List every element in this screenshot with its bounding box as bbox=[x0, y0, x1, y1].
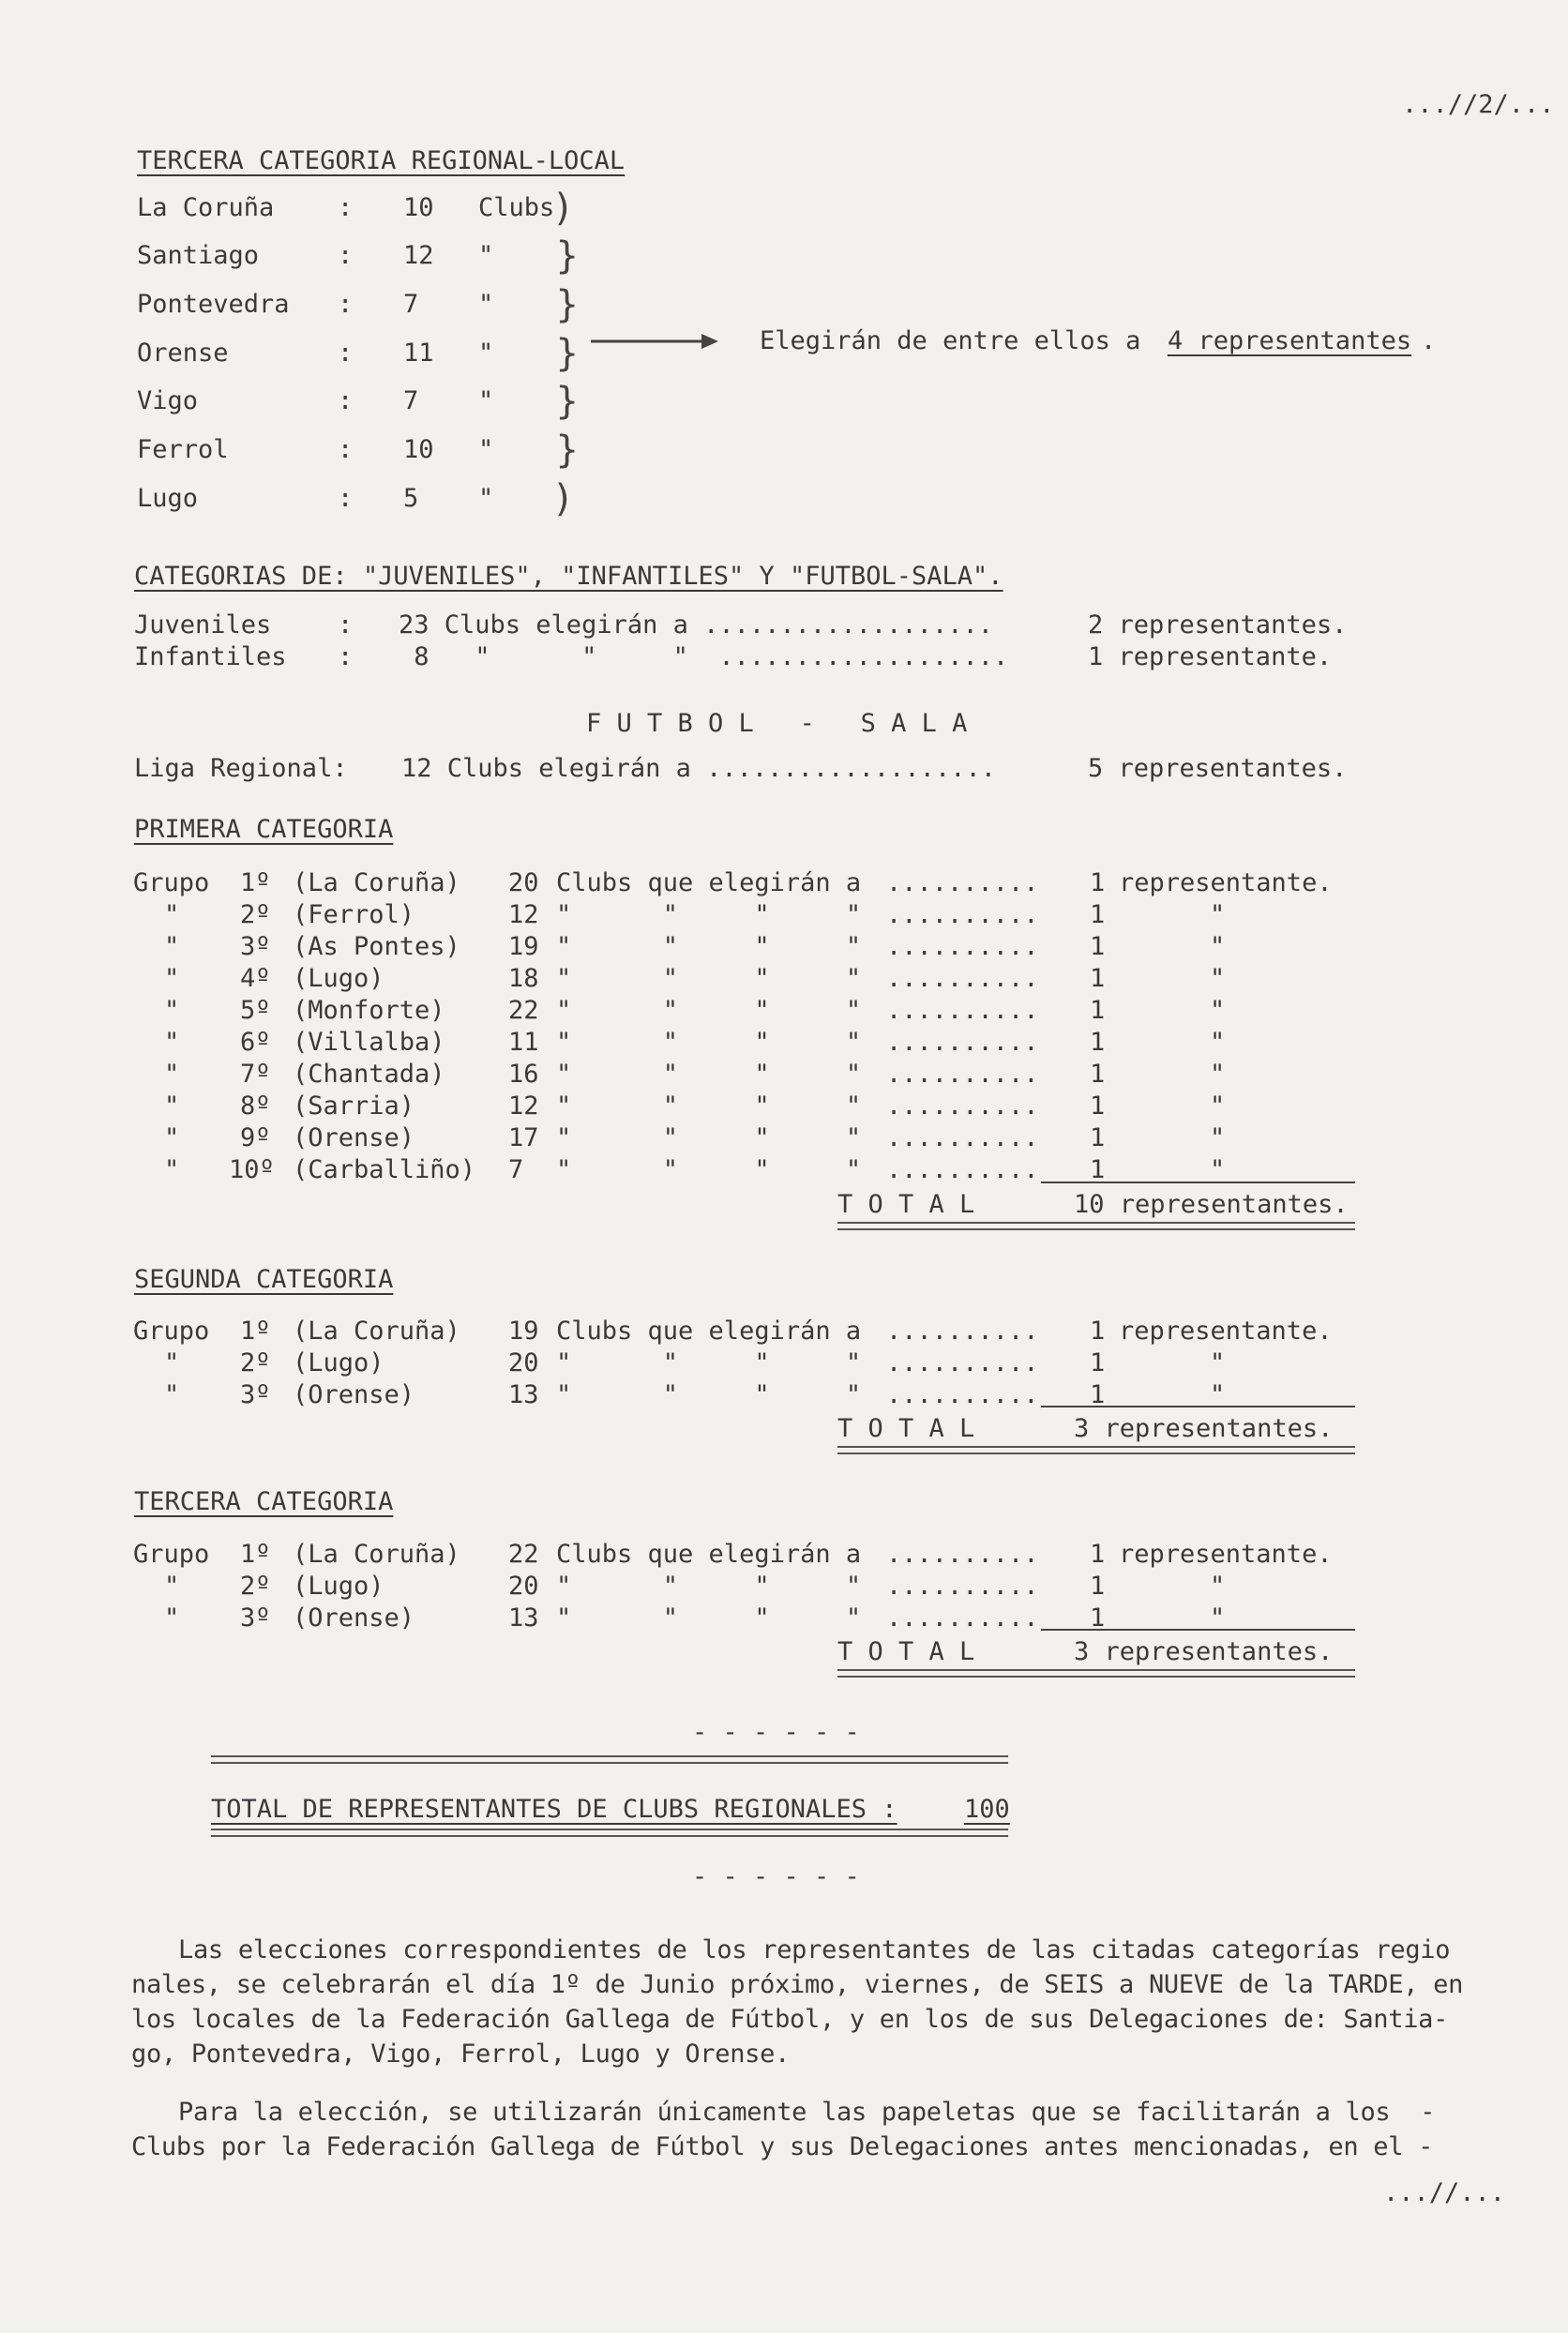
group-number: 1º bbox=[240, 868, 271, 897]
representative-count: 1 bbox=[1090, 932, 1106, 961]
futbol-sala-title: F U T B O L - S A L A bbox=[586, 709, 968, 738]
clubs-text: " " " " bbox=[556, 996, 862, 1025]
city-name: Lugo bbox=[137, 484, 199, 513]
group-number: 3º bbox=[240, 932, 271, 961]
clubs-text: " " " " bbox=[556, 1028, 862, 1057]
grand-total-value: 100 bbox=[964, 1795, 1010, 1824]
group-label: " bbox=[164, 1123, 180, 1152]
group-place: (Lugo) bbox=[293, 1348, 384, 1377]
clubs-text: " " " " bbox=[556, 1572, 862, 1601]
group-label: Grupo bbox=[133, 868, 210, 897]
separator-colon: : bbox=[338, 290, 354, 319]
dot-leader: .......... bbox=[886, 1603, 1039, 1633]
group-place: (La Coruña) bbox=[293, 1317, 460, 1346]
group-place: (Lugo) bbox=[293, 964, 384, 993]
group-number: 3º bbox=[240, 1380, 271, 1409]
representative-text: " bbox=[1210, 1155, 1226, 1184]
city-name: Ferrol bbox=[137, 435, 229, 464]
clubs-text: " " " " bbox=[556, 1348, 862, 1377]
clubs-text: " " " " bbox=[556, 1603, 862, 1633]
dot-leader: .......... bbox=[886, 1091, 1039, 1121]
dot-leader: .......... bbox=[886, 1540, 1039, 1569]
representative-text: " bbox=[1210, 1348, 1226, 1377]
total-value: 10 representantes. bbox=[1074, 1190, 1349, 1219]
total-rule bbox=[1041, 1629, 1355, 1631]
dot-leader: .......... bbox=[886, 996, 1039, 1025]
club-count: 7 bbox=[403, 386, 419, 415]
result-emphasis: 4 representantes bbox=[1168, 326, 1412, 355]
paragraph-line: Clubs por la Federación Gallega de Fútbol y sus Delegaciones antes mencionadas, en el - bbox=[131, 2132, 1434, 2161]
dot-leader: .......... bbox=[886, 1348, 1039, 1377]
group-number: 5º bbox=[240, 996, 271, 1025]
representative-count: 1 bbox=[1090, 868, 1106, 897]
representative-text: " bbox=[1210, 1028, 1226, 1057]
paragraph-line: Las elecciones correspondientes de los representantes de las citadas categorías regio bbox=[178, 1935, 1451, 1964]
paragraph-line: Para la elección, se utilizarán únicamente las papeletas que se facilitarán a los - bbox=[178, 2098, 1436, 2127]
section-heading: TERCERA CATEGORIA REGIONAL-LOCAL bbox=[137, 146, 626, 175]
representative-text: " bbox=[1210, 996, 1226, 1025]
club-count: 17 bbox=[508, 1123, 539, 1152]
group-place: (Orense) bbox=[293, 1603, 415, 1633]
club-count: 10 bbox=[403, 435, 434, 464]
group-number: 1º bbox=[240, 1317, 271, 1346]
club-count: 11 bbox=[508, 1028, 539, 1057]
clubs-text: Clubs que elegirán a bbox=[556, 1317, 862, 1346]
club-count: 5 bbox=[403, 484, 419, 513]
club-count: 18 bbox=[508, 964, 539, 993]
category-label: Infantiles bbox=[134, 642, 287, 671]
result-text: Elegirán de entre ellos a bbox=[760, 326, 1156, 355]
representative-count: 1 bbox=[1090, 1123, 1106, 1152]
group-number: 2º bbox=[240, 1348, 271, 1377]
representative-text: representante. bbox=[1119, 868, 1333, 897]
representative-count: 1 bbox=[1090, 1603, 1106, 1633]
separator-colon: : bbox=[338, 386, 354, 415]
separator-colon: : bbox=[338, 484, 354, 513]
club-unit: Clubs bbox=[478, 193, 555, 222]
page-number: ...//2/... bbox=[1402, 90, 1555, 119]
clubs-text: " " " " bbox=[556, 932, 862, 961]
brace-segment: } bbox=[555, 429, 580, 472]
club-count: 12 bbox=[508, 1091, 539, 1121]
section-heading: PRIMERA CATEGORIA bbox=[134, 815, 394, 844]
group-place: (Orense) bbox=[293, 1380, 415, 1409]
group-place: (La Coruña) bbox=[293, 868, 460, 897]
section-heading: TERCERA CATEGORIA bbox=[134, 1487, 394, 1516]
clubs-text: " " " " bbox=[556, 1123, 862, 1152]
separator-dashes: - - - - - - bbox=[692, 1718, 860, 1747]
group-label: " bbox=[164, 1091, 180, 1121]
club-count: 20 bbox=[508, 1572, 539, 1601]
total-label: T O T A L bbox=[837, 1637, 975, 1666]
arrow-icon bbox=[589, 330, 720, 353]
club-count: 10 bbox=[403, 193, 434, 222]
category-label: Liga Regional: bbox=[134, 754, 348, 783]
representative-text: " bbox=[1210, 1603, 1226, 1633]
dot-leader: .......... bbox=[886, 900, 1039, 929]
club-count: 19 bbox=[508, 1317, 539, 1346]
brace-segment: } bbox=[555, 283, 580, 326]
club-unit: " bbox=[478, 435, 494, 464]
city-name: Pontevedra bbox=[137, 290, 290, 319]
club-count: 20 bbox=[508, 868, 539, 897]
group-place: (Chantada) bbox=[293, 1060, 445, 1089]
clubs-text: " " " " bbox=[556, 1155, 862, 1184]
club-unit: " bbox=[478, 241, 494, 270]
group-place: (Lugo) bbox=[293, 1572, 384, 1601]
club-unit: " bbox=[478, 339, 494, 368]
group-label: " bbox=[164, 1348, 180, 1377]
category-label: Juveniles bbox=[134, 610, 272, 640]
representative-text: " bbox=[1210, 1123, 1226, 1152]
category-result: 2 representantes. bbox=[1088, 610, 1348, 640]
representative-count: 1 bbox=[1090, 1317, 1106, 1346]
category-text: 12 Clubs elegirán a ................... bbox=[401, 754, 996, 783]
paragraph-line: go, Pontevedra, Vigo, Ferrol, Lugo y Orense. bbox=[131, 2039, 791, 2069]
city-name: Santiago bbox=[137, 241, 260, 270]
group-number: 2º bbox=[240, 900, 271, 929]
result-suffix: . bbox=[1421, 326, 1437, 355]
group-label: " bbox=[164, 932, 180, 961]
brace-segment: } bbox=[555, 234, 580, 278]
separator-colon: : bbox=[338, 193, 354, 222]
group-label: " bbox=[164, 1572, 180, 1601]
footer-marker: ...//... bbox=[1383, 2178, 1506, 2207]
representative-text: " bbox=[1210, 1572, 1226, 1601]
total-double-rule bbox=[837, 1669, 1355, 1678]
representative-count: 1 bbox=[1090, 1091, 1106, 1121]
group-place: (La Coruña) bbox=[293, 1540, 460, 1569]
club-count: 13 bbox=[508, 1603, 539, 1633]
category-text: 23 Clubs elegirán a ................... bbox=[399, 610, 993, 640]
group-label: " bbox=[164, 1028, 180, 1057]
club-count: 16 bbox=[508, 1060, 539, 1089]
separator-dashes: - - - - - - bbox=[692, 1862, 860, 1891]
category-result: 1 representante. bbox=[1088, 642, 1333, 671]
total-label: T O T A L bbox=[837, 1414, 975, 1443]
clubs-text: Clubs que elegirán a bbox=[556, 868, 862, 897]
group-number: 1º bbox=[240, 1540, 271, 1569]
group-label: " bbox=[164, 900, 180, 929]
group-number: 9º bbox=[240, 1123, 271, 1152]
representative-count: 1 bbox=[1090, 1155, 1106, 1184]
representative-count: 1 bbox=[1090, 964, 1106, 993]
representative-text: " bbox=[1210, 1380, 1226, 1409]
representative-count: 1 bbox=[1090, 1572, 1106, 1601]
dot-leader: .......... bbox=[886, 932, 1039, 961]
total-double-rule bbox=[837, 1222, 1355, 1230]
total-rule bbox=[1041, 1182, 1355, 1183]
representative-text: " bbox=[1210, 1091, 1226, 1121]
dot-leader: .......... bbox=[886, 1028, 1039, 1057]
dot-leader: .......... bbox=[886, 1155, 1039, 1184]
club-count: 13 bbox=[508, 1380, 539, 1409]
dot-leader: .......... bbox=[886, 1380, 1039, 1409]
representative-text: representante. bbox=[1119, 1317, 1333, 1346]
representative-count: 1 bbox=[1090, 900, 1106, 929]
representative-text: " bbox=[1210, 932, 1226, 961]
group-number: 6º bbox=[240, 1028, 271, 1057]
grand-total-double-rule-bottom bbox=[211, 1829, 1008, 1837]
total-double-rule bbox=[837, 1446, 1355, 1454]
clubs-text: " " " " bbox=[556, 964, 862, 993]
section-heading: CATEGORIAS DE: "JUVENILES", "INFANTILES" Y "FUTBOL-SALA". bbox=[134, 562, 1003, 591]
separator-colon: : bbox=[338, 610, 354, 640]
separator-colon: : bbox=[338, 241, 354, 270]
representative-text: representante. bbox=[1119, 1540, 1333, 1569]
group-place: (Sarria) bbox=[293, 1091, 415, 1121]
club-count: 22 bbox=[508, 996, 539, 1025]
group-label: " bbox=[164, 964, 180, 993]
group-label: Grupo bbox=[133, 1540, 210, 1569]
total-rule bbox=[1041, 1406, 1355, 1407]
category-result: 5 representantes. bbox=[1088, 754, 1348, 783]
group-label: " bbox=[164, 1380, 180, 1409]
group-place: (As Pontes) bbox=[293, 932, 460, 961]
group-label: " bbox=[164, 1603, 180, 1633]
separator-colon: : bbox=[338, 339, 354, 368]
group-number: 10º bbox=[229, 1155, 275, 1184]
group-number: 7º bbox=[240, 1060, 271, 1089]
city-name: Orense bbox=[137, 339, 229, 368]
paragraph-line: nales, se celebrarán el día 1º de Junio próximo, viernes, de SEIS a NUEVE de la TARDE, en bbox=[131, 1970, 1464, 1999]
club-count: 22 bbox=[508, 1540, 539, 1569]
club-count: 11 bbox=[403, 339, 434, 368]
total-label: T O T A L bbox=[837, 1190, 975, 1219]
dot-leader: .......... bbox=[886, 964, 1039, 993]
grand-total-label: TOTAL DE REPRESENTANTES DE CLUBS REGIONALES : bbox=[211, 1795, 897, 1824]
city-name: Vigo bbox=[137, 386, 199, 415]
group-number: 8º bbox=[240, 1091, 271, 1121]
separator-colon: : bbox=[338, 642, 354, 671]
city-name: La Coruña bbox=[137, 193, 275, 222]
group-label: " bbox=[164, 1155, 180, 1184]
group-place: (Villalba) bbox=[293, 1028, 445, 1057]
group-number: 3º bbox=[240, 1603, 271, 1633]
group-number: 4º bbox=[240, 964, 271, 993]
club-unit: " bbox=[478, 484, 494, 513]
clubs-text: Clubs que elegirán a bbox=[556, 1540, 862, 1569]
total-value: 3 representantes. bbox=[1074, 1637, 1334, 1666]
club-count: 12 bbox=[508, 900, 539, 929]
total-value: 3 representantes. bbox=[1074, 1414, 1334, 1443]
brace-segment: } bbox=[555, 380, 580, 423]
group-place: (Orense) bbox=[293, 1123, 415, 1152]
group-place: (Ferrol) bbox=[293, 900, 415, 929]
clubs-text: " " " " bbox=[556, 1060, 862, 1089]
representative-text: " bbox=[1210, 900, 1226, 929]
clubs-text: " " " " bbox=[556, 900, 862, 929]
representative-count: 1 bbox=[1090, 1028, 1106, 1057]
group-number: 2º bbox=[240, 1572, 271, 1601]
dot-leader: .......... bbox=[886, 1317, 1039, 1346]
group-place: (Monforte) bbox=[293, 996, 445, 1025]
brace-segment: ) bbox=[555, 187, 570, 230]
clubs-text: " " " " bbox=[556, 1091, 862, 1121]
group-label: Grupo bbox=[133, 1317, 210, 1346]
dot-leader: .......... bbox=[886, 1060, 1039, 1089]
brace-segment: } bbox=[555, 332, 580, 375]
paragraph-line: los locales de la Federación Gallega de Fútbol, y en los de sus Delegaciones de: Santia- bbox=[131, 2005, 1449, 2034]
brace-segment: ) bbox=[555, 477, 570, 520]
club-count: 20 bbox=[508, 1348, 539, 1377]
club-unit: " bbox=[478, 290, 494, 319]
representative-text: " bbox=[1210, 964, 1226, 993]
club-unit: " bbox=[478, 386, 494, 415]
separator-colon: : bbox=[338, 435, 354, 464]
representative-count: 1 bbox=[1090, 1348, 1106, 1377]
representative-count: 1 bbox=[1090, 1540, 1106, 1569]
grand-total-double-rule-top bbox=[211, 1755, 1008, 1764]
club-count: 12 bbox=[403, 241, 434, 270]
representative-count: 1 bbox=[1090, 1380, 1106, 1409]
representative-count: 1 bbox=[1090, 996, 1106, 1025]
group-place: (Carballiño) bbox=[293, 1155, 476, 1184]
club-count: 19 bbox=[508, 932, 539, 961]
club-count: 7 bbox=[508, 1155, 524, 1184]
dot-leader: .......... bbox=[886, 868, 1039, 897]
category-text: 8 " " " ................... bbox=[399, 642, 1009, 671]
dot-leader: .......... bbox=[886, 1123, 1039, 1152]
section-heading: SEGUNDA CATEGORIA bbox=[134, 1265, 394, 1294]
clubs-text: " " " " bbox=[556, 1380, 862, 1409]
group-label: " bbox=[164, 1060, 180, 1089]
dot-leader: .......... bbox=[886, 1572, 1039, 1601]
representative-count: 1 bbox=[1090, 1060, 1106, 1089]
group-label: " bbox=[164, 996, 180, 1025]
club-count: 7 bbox=[403, 290, 419, 319]
representative-text: " bbox=[1210, 1060, 1226, 1089]
